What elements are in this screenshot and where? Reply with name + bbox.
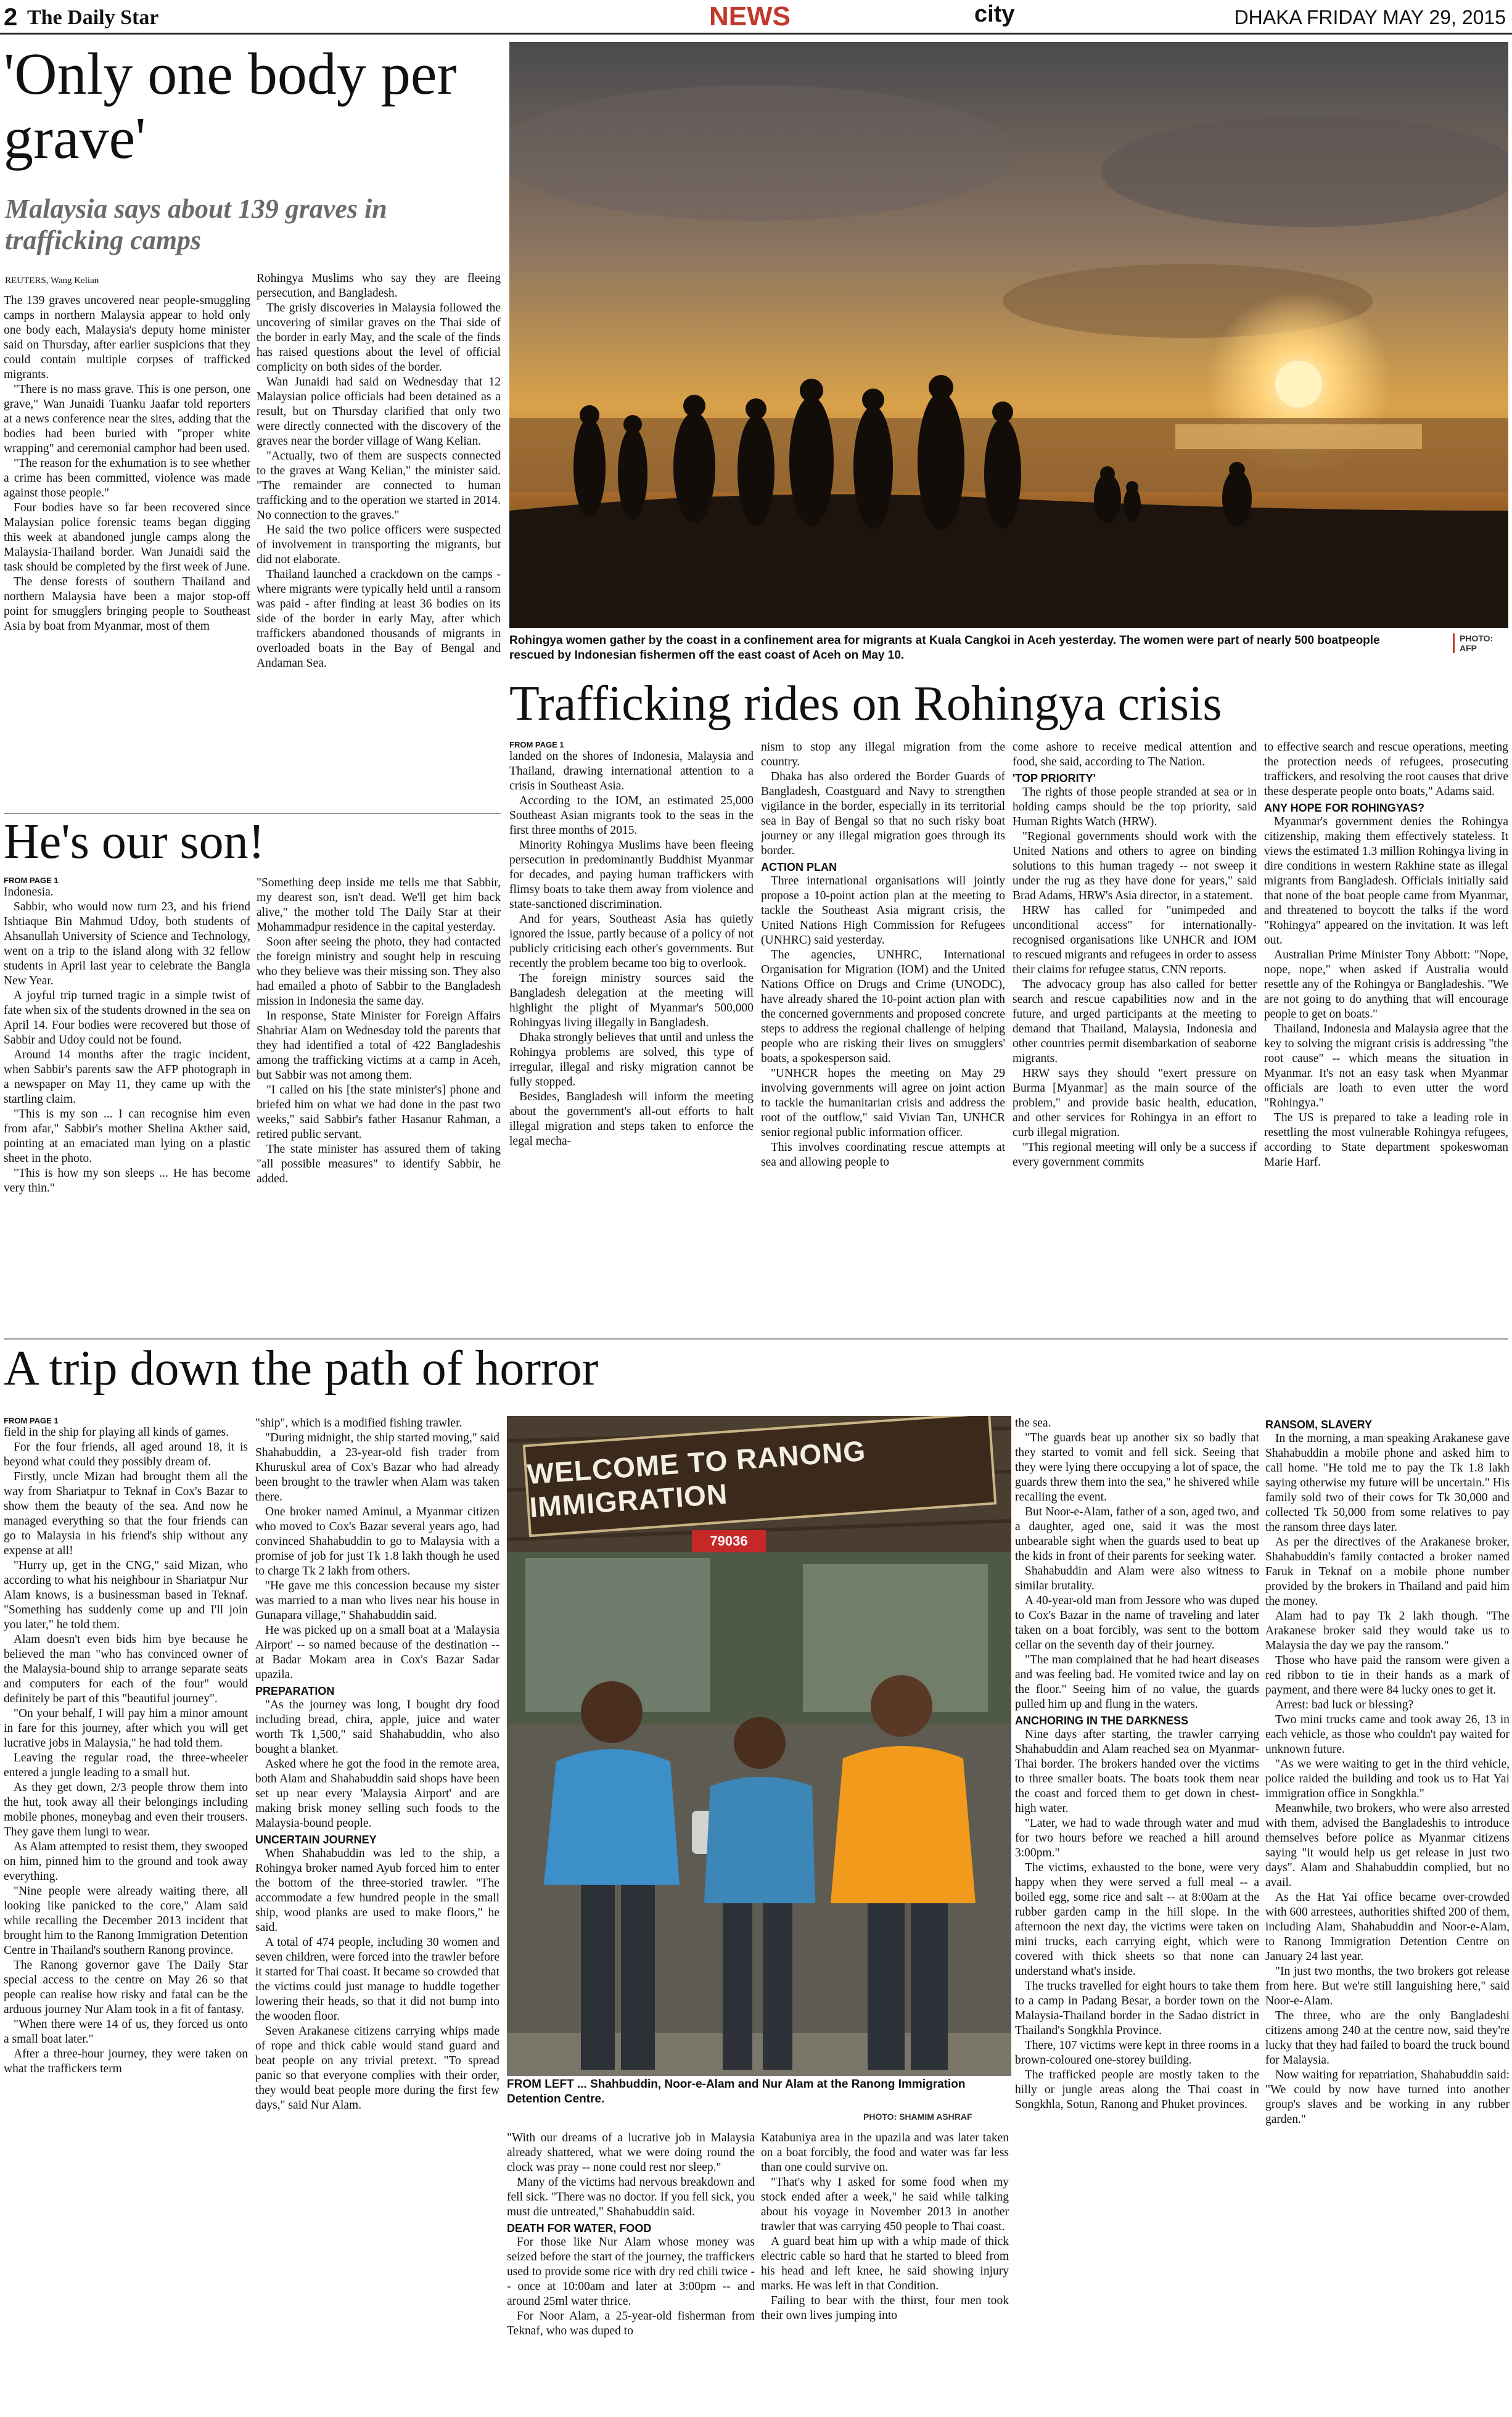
paragraph: Besides, Bangladesh will inform the meeting about the government's all-out efforts to halt illegal migration and steps taken to enforce the legal mecha- (509, 1090, 754, 1148)
paragraph: "ship", which is a modified fishing trawler. (255, 1417, 462, 1430)
story3-col3 (1013, 740, 1257, 1332)
photo2-credit: SHAMIM ASHRAF (899, 2112, 972, 2122)
page-number: 2 (4, 4, 18, 31)
photo1-credit-box (1453, 633, 1508, 653)
paragraph: Many of the victims had nervous breakdown and fell sick. "There was no doctor. If you fell sick, you must die untreated," Shahabuddin said. (507, 2176, 755, 2218)
paragraph: After a three-hour journey, they were taken on what the traffickers term (4, 2048, 248, 2075)
story2-headline: He's our son! (4, 815, 265, 869)
subheading: UNCERTAIN JOURNEY (255, 1834, 377, 1846)
section-label: NEWS (709, 1, 791, 31)
paragraph: Dhaka has also ordered the Border Guards of Bangladesh, Coastguard and Navy to strengthen vigilance in the border, especially in its territorial sea in Bay of Bengal so that no such risky boat journey or any illegal migration goes through its border. (761, 770, 1005, 857)
subheading: ANCHORING IN THE DARKNESS (1015, 1715, 1189, 1727)
paragraph: Failing to bear with the thirst, four men took their own lives jumping into (761, 2294, 1009, 2322)
paragraph: When Shahabuddin was led to the ship, a Rohingya broker named Ayub forced him to enter the bottom of the three-storied trawler. "The accommodate a few hundred people in the small ship, wood planks are used to make floors," he said. (255, 1847, 499, 1934)
paragraph: Asked where he got the food in the remote area, both Alam and Shahabuddin said shops have been set up near every 'Malaysia Airport' and are making brisk money selling such foods to the Malaysia-bound people. (255, 1758, 499, 1830)
paragraph: A total of 474 people, including 30 women and seven children, were forced into the trawler before it started for Thai coast. It became so crowded that the victims could just manage to huddle together lowering their heads, so that it did not bump into the wooden floor. (255, 1936, 499, 2023)
photo2-credit-label: PHOTO: (863, 2112, 897, 2122)
story1-col2 (257, 271, 501, 812)
paragraph: Shahabuddin and Alam were also witness to similar brutality. (1015, 1565, 1259, 1592)
paragraph: Leaving the regular road, the three-wheeler entered a jungle leading to a small hut. (4, 1752, 248, 1779)
paragraph: Nine days after starting, the trawler carrying Shahabuddin and Alam reached sea on Myanmar-Thai border. The brokers handed over the victims to three smaller boats. The boats took them near the coast and forced them to get down in chest-high water. (1015, 1728, 1259, 1815)
subheading: 'TOP PRIORITY' (1013, 772, 1096, 784)
story3-col1 (509, 740, 754, 1332)
paragraph: "Regional governments should work with the United Nations and others to agree on binding solutions to this human tragedy -- not sweep it under the rug as they have done for years," said Brad Adams, HRW's Asia director, in a statement. (1013, 830, 1257, 902)
paragraph: HRW has called for "unimpeded and unconditional access" for internationally-recognised organisations like UNHCR and IOM to rescued migrants and refugees in order to assess their claims for refugee status, CNN reports. (1013, 904, 1257, 976)
divider (4, 1338, 1508, 1340)
paragraph: The advocacy group has also called for better search and rescue capabilities now and in the future, and urged participants at the meeting to demand that Thailand, Malaysia, Indonesia and other countries permit disembarkation of seaborne migrants. (1013, 978, 1257, 1065)
photo-ranong-detention (507, 1416, 1011, 2076)
story4-col2 (255, 1416, 499, 2414)
paragraph: "Actually, two of them are suspects connected to the graves at Wang Kelian," the minister said. "The remainder are connected to human trafficking and to the operation we started in 2014. No connection to the graves." (257, 450, 501, 522)
paragraph: Thailand, Indonesia and Malaysia agree that the key to solving the migrant crisis is addressing "the root cause" -- which means the situation in Myanmar. It's not an easy task when Myanmar officials are loath to even utter the word "Rohingya." (1264, 1023, 1508, 1110)
paragraph: "That's why I asked for some food when my stock ended after a week," he said while talking about his voyage in November 2013 in another trawler that was carrying 450 people to Thai coast. (761, 2176, 1009, 2233)
story3-col2 (761, 740, 1005, 1332)
paragraph: Soon after seeing the photo, they had contacted the foreign ministry and sought help in rescuing who they believe was their missing son. They also had emailed a photo of Sabbir to the Bangladesh mission in Indonesia the same day. (257, 936, 501, 1008)
paragraph: The Ranong governor gave The Daily Star special access to the centre on May 26 so that people can realise how risky and fatal can be the arduous journey Nur Alam took in a fit of fantasy. (4, 1959, 248, 2016)
paragraph: "During midnight, the ship started moving," said Shahabuddin, a 23-year-old fish trader from Khuruskul area of Cox's Bazar who had already been brought to the trawler when Alam was taken there. (255, 1431, 499, 1504)
paragraph: And for years, Southeast Asia has quietly ignored the issue, partly because of a policy of not publicly criticising each other's governments. But recently the problem became too big to overlook. (509, 913, 754, 970)
story4-col1-body (4, 1425, 248, 2077)
paragraph: "Later, we had to wade through water and mud for two hours before we reached a hill around 3:00pm." (1015, 1817, 1259, 1859)
story2-from-page: FROM PAGE 1 (4, 876, 59, 885)
paper-name: The Daily Star (27, 6, 159, 29)
paragraph: Those who have paid the ransom were given a red ribbon to tie in their hands as a mark of payment, and there were 84 lucky ones to get it. (1265, 1654, 1510, 1697)
story1-deck: Malaysia says about 139 graves in trafficking camps (5, 194, 387, 255)
story4-from-page: FROM PAGE 1 (4, 1416, 59, 1425)
subheading: PREPARATION (255, 1685, 335, 1697)
story1-byline: REUTERS, Wang Kelian (5, 276, 99, 286)
story1-col1 (4, 294, 250, 812)
paragraph: "UNHCR hopes the meeting on May 29 involving governments will agree on joint action to tackle the humanitarian crisis and address the root of the outflow," said Vivian Tan, UNHCR senior regional public information officer. (761, 1067, 1005, 1139)
paragraph: Australian Prime Minister Tony Abbott: "Nope, nope, nope," when asked if Australia would resettle any of the Rohingya or Bangladeshis. "We are not going to do anything that will encourage people to get on boats." (1264, 949, 1508, 1021)
paragraph: The foreign ministry sources said the Bangladesh delegation at the meeting will highlight the plight of Myanmar's 500,000 Rohingyas living illegally in Bangladesh. (509, 972, 754, 1029)
masthead (0, 0, 1512, 35)
paragraph: Firstly, uncle Mizan had brought them all the way from Shariatpur to Teknaf in Cox's Bazar to show them the beauty of the sea. And now he managed everything so that the four friends can go to Malaysia in his friend's ship without any expense at all! (4, 1470, 248, 1557)
photo1-credit: AFP (1460, 643, 1477, 653)
paragraph: The US is prepared to take a leading role in resettling the most vulnerable Rohingya refugees, according to State department spokeswoman Marie Harf. (1264, 1111, 1508, 1169)
paragraph: Now waiting for repatriation, Shahabuddin said: "We could by now have turned into another group's slaves and be working in any rubber garden." (1265, 2069, 1510, 2126)
paragraph: "The guards beat up another six so badly that they started to vomit and fell sick. Seeing that they were lying there occupying a lot of space, the guards threw them into the sea," he shivered while recalling the event. (1015, 1431, 1259, 1504)
photo1-caption: Rohingya women gather by the coast in a confinement area for migrants at Kuala Cangkoi in Aceh yesterday. The women were part of nearly 500 boatpeople rescued by Indonesian fishermen off the east coast of Aceh on May 10. (509, 634, 1380, 662)
paragraph: Sabbir, who would now turn 23, and his friend Ishtiaque Bin Mahmud Udoy, both students of Ahsanullah University of Science and Technology, went on a trip to the island along with 32 fellow students in April last year to celebrate the Bangla New Year. (4, 900, 250, 987)
paragraph: to effective search and rescue operations, meeting the protection needs of refugees, prosecuting traffickers, and resolving the root causes that drive these desperate people onto boats," Adams said. (1264, 741, 1508, 798)
story3-col4 (1264, 740, 1508, 1332)
story4-col1 (4, 1416, 248, 2414)
paragraph: the sea. (1015, 1417, 1051, 1430)
story2-col1 (4, 876, 250, 1332)
paragraph: Seven Arakanese citizens carrying whips made of rope and thick cable would stand guard and beat people on any trivial pretext. "To spread panic so that everyone complies with their order, they would beat people more during the first few days," said Nur Alam. (255, 2025, 499, 2112)
paragraph: Minority Rohingya Muslims have been fleeing persecution in predominantly Buddhist Myanmar for decades, and paying human traffickers with flimsy boats to take them away from violence and state-sanctioned discrimination. (509, 839, 754, 911)
paragraph: As they get down, 2/3 people throw them into the hut, took away all their belongings including mobile phones, moneybag and even their trousers. They gave them lungi to wear. (4, 1781, 248, 1838)
story3-from-page: FROM PAGE 1 (509, 740, 564, 749)
paragraph: As the Hat Yai office became over-crowded with 600 arrestees, authorities shifted 200 of them, including Alam, Shahabuddin and Noor-e-Alam, to Ranong Immigration Detention Centre on January 24 last year. (1265, 1891, 1510, 1963)
paragraph: Thailand launched a crackdown on the camps - where migrants were typically held until a ransom was paid - after finding at least 36 bodies on its side of the border in early May, after which traffickers abandoned thousands of migrants in overloaded boats in the Bay of Bengal and Andaman Sea. (257, 568, 501, 670)
paragraph: The trucks travelled for eight hours to take them to a camp in Padang Besar, a border town on the Malaysia-Thailand border in the Sadao district in Thailand's Songkhla Province. (1015, 1980, 1259, 2037)
paragraph: "Nine people were already waiting there, all looking like panicked to the core," Alam said while recalling the December 2013 incident that brought him to the Ranong Immigration Detention Centre in Thailand's southern Ranong province. (4, 1885, 248, 1957)
subheading: RANSOM, SLAVERY (1265, 1418, 1373, 1431)
paragraph: The victims, exhausted to the bone, were very happy when they were served a full meal -- a boiled egg, some rice and salt -- at 8:00am at the rubber garden camp in the hill slope. In the afternoon the next day, the victims were taken on mini trucks, each carrying eight, which were covered with thick sheets so that none can understand what's inside. (1015, 1861, 1259, 1978)
paragraph: The rights of those people stranded at sea or in holding camps should be the top priority, said Human Rights Watch (HRW). (1013, 786, 1257, 828)
paragraph: Wan Junaidi had said on Wednesday that 12 Malaysian police officials had been detained as a result, but on Thursday clarified that only two were directly connected with the discovery of the graves near the border village of Wang Kelian. (257, 376, 501, 448)
paragraph: But Noor-e-Alam, father of a son, aged two, and a daughter, aged one, said it was the most unbearable sight when the guards used to beat up the kids in front of their parents for seeking water. (1015, 1505, 1259, 1563)
paragraph: He was picked up on a small boat at a 'Malaysia Airport' -- so named because of the destination -- at Badar Mokam area in Cox's Bazar Sadar upazila. (255, 1624, 499, 1681)
paragraph: Indonesia. (4, 886, 54, 899)
paragraph: There, 107 victims were kept in three rooms in a brown-coloured one-storey building. (1015, 2039, 1259, 2067)
paragraph: "There is no mass grave. This is one person, one grave," Wan Junaidi Tuanku Jaafar told reporters at a news conference near the sites, adding that the bodies had been buried with "proper white wrapping" and ceremonial camphor had been used. (4, 383, 250, 455)
paragraph: "As we were waiting to get in the third vehicle, police raided the building and took us to Hat Yai immigration office in Songkhla." (1265, 1758, 1510, 1800)
story4-headline: A trip down the path of horror (4, 1341, 599, 1396)
paragraph: come ashore to receive medical attention and food, she said, according to The Nation. (1013, 741, 1257, 768)
paragraph: A 40-year-old man from Jessore who was duped to Cox's Bazar in the name of traveling and later taken on a boat forcibly, was sent to the bottom cellar on the seventh day of their journey. (1015, 1594, 1259, 1652)
paragraph: For Noor Alam, a 25-year-old fisherman from Teknaf, who was duped to (507, 2310, 755, 2337)
paragraph: The agencies, UNHRC, International Organisation for Migration (IOM) and the United Nations Office on Drugs and Crime (UNODC), have already shared the 10-point action plan with the concerned governments and proposed concrete steps to address the regional challenge of helping people who are risking their lives on smugglers' boats, a spokesperson said. (761, 949, 1005, 1065)
paragraph: Alam had to pay Tk 2 lakh though. "The Arakanese broker said they would take us to Malaysia the day we pay the ransom." (1265, 1610, 1510, 1652)
paragraph: The grisly discoveries in Malaysia followed the uncovering of similar graves on the Thai side of the border in early May, and the scale of the finds has raised questions about the level of official complicity on both sides of the border. (257, 302, 501, 374)
paragraph: In response, State Minister for Foreign Affairs Shahriar Alam on Wednesday told the parents that they had identified a total of 422 Bangladeshis among the trafficking victims at a camp in Aceh, but Sabbir was not among them. (257, 1010, 501, 1082)
sunset-photo (509, 42, 1508, 628)
paragraph: The trafficked people are mostly taken to the hilly or jungle areas along the Thai coast in Songkhla, Sotun, Ranong and Phuket provinces. (1015, 2069, 1259, 2111)
paragraph: "In just two months, the two brokers got release from here. But we're still languishing here," said Noor-e-Alam. (1265, 1965, 1510, 2007)
photo-rohingya-women-coast (509, 42, 1508, 628)
paragraph: "With our dreams of a lucrative job in Malaysia already shattered, what we were doing round the clock was pray -- none could rest nor sleep." (507, 2131, 755, 2174)
paragraph: "The man complained that he had heart diseases and was feeling bad. He vomited twice and lay on the floor." Seeing him of no value, the guards pulled him up and flung in the waters. (1015, 1653, 1259, 1711)
story4-col3 (507, 2131, 755, 2414)
paragraph: In the morning, a man speaking Arakanese gave Shahabuddin a mobile phone and asked him to call home. "He told me to pay the Tk 1.8 lakh saying otherwise my future will be uncertain." His family sold two of their cows for Tk 30,000 and collected Tk 50,000 from some relatives to pay the ransom three days later. (1265, 1432, 1510, 1534)
subheading: ACTION PLAN (761, 861, 837, 873)
building-plate: 79036 (692, 1530, 766, 1552)
paragraph: "This is my son ... I can recognise him even from afar," Sabbir's mother Shelina Akther said, pointing at an emaciated man lying on a plastic sheet in the photo. (4, 1108, 250, 1165)
paragraph: This involves coordinating rescue attempts at sea and allowing people to (761, 1141, 1005, 1169)
subheading: DEATH FOR WATER, FOOD (507, 2222, 652, 2234)
paragraph: Four bodies have so far been recovered since Malaysian police forensic teams began digging this week at abandoned jungle camps along the Malaysia-Thailand border. Wan Junaidi said the task should be completed by the first week of June. (4, 501, 250, 574)
story2-col1-body (4, 885, 250, 1196)
paragraph: For those like Nur Alam whose money was seized before the start of the journey, the traffickers used to provide some rice with dry red chili twice -- once at 10:00am and later at 3:00pm -- and around 25ml water thrice. (507, 2236, 755, 2308)
paragraph: Three international organisations will jointly propose a 10-point action plan at the meeting to tackle the Southeast Asia migrant crisis, the United Nations High Commission for Refugees (UNHRC) said yesterday. (761, 875, 1005, 947)
story4-col4 (761, 2131, 1009, 2414)
story2-col2 (257, 876, 501, 1332)
paragraph: According to the IOM, an estimated 25,000 Southeast Asian migrants took to the seas in the first three months of 2015. (509, 794, 754, 837)
paragraph: "As the journey was long, I bought dry food including bread, chira, apple, juice and water worth Tk 1,500," said Shahabuddin, who also bought a blanket. (255, 1698, 499, 1756)
paragraph: The state minister has assured them of taking "all possible measures" to identify Sabbir, he added. (257, 1143, 501, 1185)
paragraph: Myanmar's government denies the Rohingya citizenship, making them effectively stateless. It views the estimated 1.3 million Rohingya living in dire conditions in western Rakhine state as illegal migrants from Bangladesh. Officials initially said that none of the boat people came from Myanmar, and threatened to boycott the talks if the word "Rohingya" appeared on the invitation. It was left out. (1264, 815, 1508, 947)
paragraph: Around 14 months after the tragic incident, when Sabbir's parents saw the AFP photograph in a newspaper on May 11, they came up with the startling claim. (4, 1048, 250, 1106)
subheading: ANY HOPE FOR ROHINGYAS? (1264, 802, 1425, 814)
paragraph: Rohingya Muslims who say they are fleeing persecution, and Bangladesh. (257, 272, 501, 300)
paragraph: Alam doesn't even bids him bye because he believed the man "who has convinced owner of the Malaysia-bound ship to arrange separate seats and computers for each of the four" would definitely be part of this "beautiful journey". (4, 1633, 248, 1705)
paragraph: Arrest: bad luck or blessing? (1275, 1698, 1414, 1711)
paragraph: He said the two police officers were suspected of involvement in transporting the migrants, but did not elaborate. (257, 524, 501, 566)
paragraph: The 139 graves uncovered near people-smuggling camps in northern Malaysia appear to hold only one body each, Malaysia's deputy home minister said on Thursday, after earlier suspicions that they could contain multiple corpses of trafficked migrants. (4, 294, 250, 381)
paragraph: "Something deep inside me tells me that Sabbir, my dearest son, isn't dead. We'll get him back alive," the mother told The Daily Star at their Mohammadpur residence in the capital yesterday. (257, 876, 501, 934)
paragraph: "Hurry up, get in the CNG," said Mizan, who according to what his neighbour in Shariatpur Nur Alam knows, is a businessman based in Teknaf. "Something has suddenly come up and I'll join you later," he told them. (4, 1559, 248, 1631)
paragraph: For the four friends, all aged around 18, it is beyond what could they possibly dream of. (4, 1441, 248, 1468)
paragraph: A guard beat him up with a whip made of thick electric cable so hard that he started to bleed from his head and left knee, he said showing injury marks. He was left in that Condition. (761, 2235, 1009, 2292)
story4-col6 (1265, 1416, 1510, 2414)
paragraph: "This is how my son sleeps ... He has become very thin." (4, 1167, 250, 1195)
photo1-credit-label: PHOTO: (1460, 633, 1494, 643)
dateline: DHAKA FRIDAY MAY 29, 2015 (1234, 6, 1506, 28)
paragraph: The three, who are the only Bangladeshi citizens among 240 at the centre now, said they're lucky that they had failed to board the truck bound for Malaysia. (1265, 2009, 1510, 2067)
photo2-caption: FROM LEFT ... Shahbuddin, Noor-e-Alam and Nur Alam at the Ranong Immigration Detention Centre. (507, 2078, 966, 2106)
photo2-credit-row (863, 2112, 972, 2122)
paragraph: Two mini trucks came and took away 26, 13 in each vehicle, as those who couldn't pay waited for unknown future. (1265, 1713, 1510, 1756)
paragraph: "When there were 14 of us, they forced us onto a small boat later." (4, 2018, 248, 2046)
paragraph: "I called on his [the state minister's] phone and briefed him on what we had done in the past two weeks," said Sabbir's father Hasanur Rahman, a retired public servant. (257, 1084, 501, 1141)
paragraph: "On your behalf, I will pay him a minor amount in fare for this journey, after which you will get lucrative jobs in Malaysia," he had told them. (4, 1707, 248, 1750)
story4-col5 (1015, 1416, 1259, 2414)
paragraph: HRW says they should "exert pressure on Burma [Myanmar] as the main source of the problem," and provide basic health, education, and other services for Rohingya in an effort to curb illegal migration. (1013, 1067, 1257, 1139)
story3-headline: Trafficking rides on Rohingya crisis (509, 677, 1222, 731)
paragraph: "The reason for the exhumation is to see whether a crime has been committed, violence was made against those people." (4, 457, 250, 500)
subsection-label: city (974, 1, 1015, 27)
paragraph: Meanwhile, two brokers, who were also arrested with them, advised the Bangladeshis to introduce themselves before police as Myanmar citizens saying "it would help us get release in just two days". Alam and Shahabuddin complied, but no avail. (1265, 1802, 1510, 1889)
divider (4, 813, 501, 814)
paragraph: As per the directives of the Arakanese broker, Shahabuddin's family contacted a broker named Faruk in Teknaf on a mobile phone number provided by the brokers in Thailand and paid him the money. (1265, 1536, 1510, 1608)
paragraph: The dense forests of southern Thailand and northern Malaysia have been a major stop-off point for smugglers bringing people to Southeast Asia by boat from Myanmar, most of them (4, 575, 250, 633)
paragraph: landed on the shores of Indonesia, Malaysia and Thailand, drawing international attention to a crisis in Southeast Asia. (509, 750, 754, 793)
paragraph: Dhaka strongly believes that until and unless the Rohingya problems are solved, this type of irregular, illegal and risky migration cannot be fully stopped. (509, 1031, 754, 1089)
paragraph: As Alam attempted to resist them, they swooped on him, pinned him to the ground and took away everything. (4, 1840, 248, 1883)
paragraph: nism to stop any illegal migration from the country. (761, 741, 1005, 768)
paragraph: Katabuniya area in the upazila and was later taken on a boat forcibly, the food and water was far less than one could survive on. (761, 2131, 1009, 2174)
story1-headline: 'Only one body per grave' (4, 41, 457, 171)
paragraph: A joyful trip turned tragic in a simple twist of fate when six of the students drowned in the sea on April 14. Four bodies were recovered but those of Sabbir and Udoy could not be found. (4, 989, 250, 1047)
paragraph: field in the ship for playing all kinds of games. (4, 1426, 229, 1439)
paragraph: "He gave me this concession because my sister was married to a man who lives near his house in Gunapara village," Shahabuddin said. (255, 1579, 499, 1622)
paragraph: One broker named Aminul, a Myanmar citizen who moved to Cox's Bazar several years ago, had convinced Shahabuddin to go to Malaysia with a promise of job for just Tk 1.8 lakh though he used to charge Tk 2 lakh from others. (255, 1505, 499, 1578)
paragraph: "This regional meeting will only be a success if every government commits (1013, 1141, 1257, 1169)
welcome-sign-text: WELCOME TO RANONG IMMIGRATION (526, 1434, 867, 1524)
story3-col1-body (509, 749, 754, 1149)
